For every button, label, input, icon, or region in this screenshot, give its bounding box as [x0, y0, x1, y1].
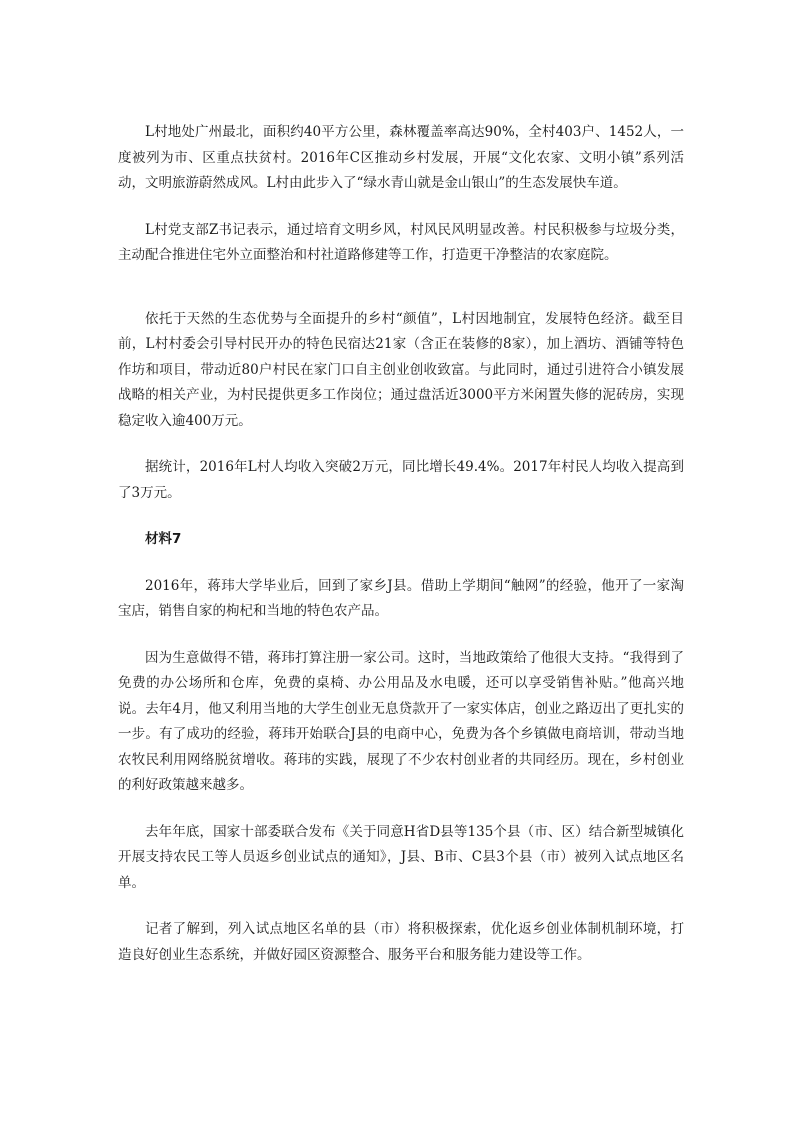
document-page	[118, 120, 684, 968]
paragraph-income-statistics: 据统计，2016年L村人均收入突破2万元，同比增长49.4%。2017年村民人均收入提高到了3万元。	[118, 459, 684, 501]
paragraph-pilot-notice: 去年年底，国家十部委联合发布《关于同意H省D县等135个县（市、区）结合新型城镇化开展支持农民工等人员返乡创业试点的通知》，J县、B市、C县3个县（市）被列入试点地区名单。	[118, 823, 684, 891]
paragraph-village-overview: L村地处广州最北，面积约40平方公里，森林覆盖率高达90%，全村403户、1452人，一度被列为市、区重点扶贫村。2016年C区推动乡村发展，开展“文化农家、文明小镇”系列活动，文明旅游蔚然成风。L村由此步入了“绿水青山就是金山银山”的生态发展快车道。	[118, 124, 684, 191]
paragraph-special-economy: 依托于天然的生态优势与全面提升的乡村“颜值”，L村因地制宜，发展特色经济。截至目前，L村村委会引导村民开办的特色民宿达21家（含正在装修的8家），加上酒坊、酒铺等特色作坊和项目，带动近80户村民在家门口自主创业创收致富。与此同时，通过引进符合小镇发展战略的相关产业，为村民提供更多工作岗位；通过盘活近3000平方米闲置失修的泥砖房，实现稳定收入逾400万元。	[118, 310, 684, 429]
section-heading-material-7: 材料7	[145, 531, 182, 547]
paragraph-reporter-findings: 记者了解到，列入试点地区名单的县（市）将积极探索，优化返乡创业体制机制环境，打造良好创业生态系统，并做好园区资源整合、服务平台和服务能力建设等工作。	[118, 921, 684, 963]
paragraph-policy-support: 因为生意做得不错，蒋玮打算注册一家公司。这时，当地政策给了他很大支持。“我得到了免费的办公场所和仓库，免费的桌椅、办公用品及水电暖，还可以享受销售补贴。”他高兴地说。去年4月，他又利用当地的大学生创业无息贷款开了一家实体店，创业之路迈出了更扎实的一步。有了成功的经验，蒋玮开始联合J县的电商中心，免费为各个乡镇做电商培训，带动当地农牧民利用网络脱贫增收。蒋玮的实践，展现了不少农村创业者的共同经历。现在，乡村创业的利好政策越来越多。	[118, 649, 684, 793]
paragraph-taobao-store: 2016年，蒋玮大学毕业后，回到了家乡J县。借助上学期间“触网”的经验，他开了一家淘宝店，销售自家的枸杞和当地的特色农产品。	[118, 577, 684, 619]
paragraph-party-secretary: L村党支部Z书记表示，通过培育文明乡风，村风民风明显改善。村民积极参与垃圾分类，主动配合推进住宅外立面整治和村社道路修建等工作，打造更干净整洁的农家庭院。	[118, 221, 684, 263]
